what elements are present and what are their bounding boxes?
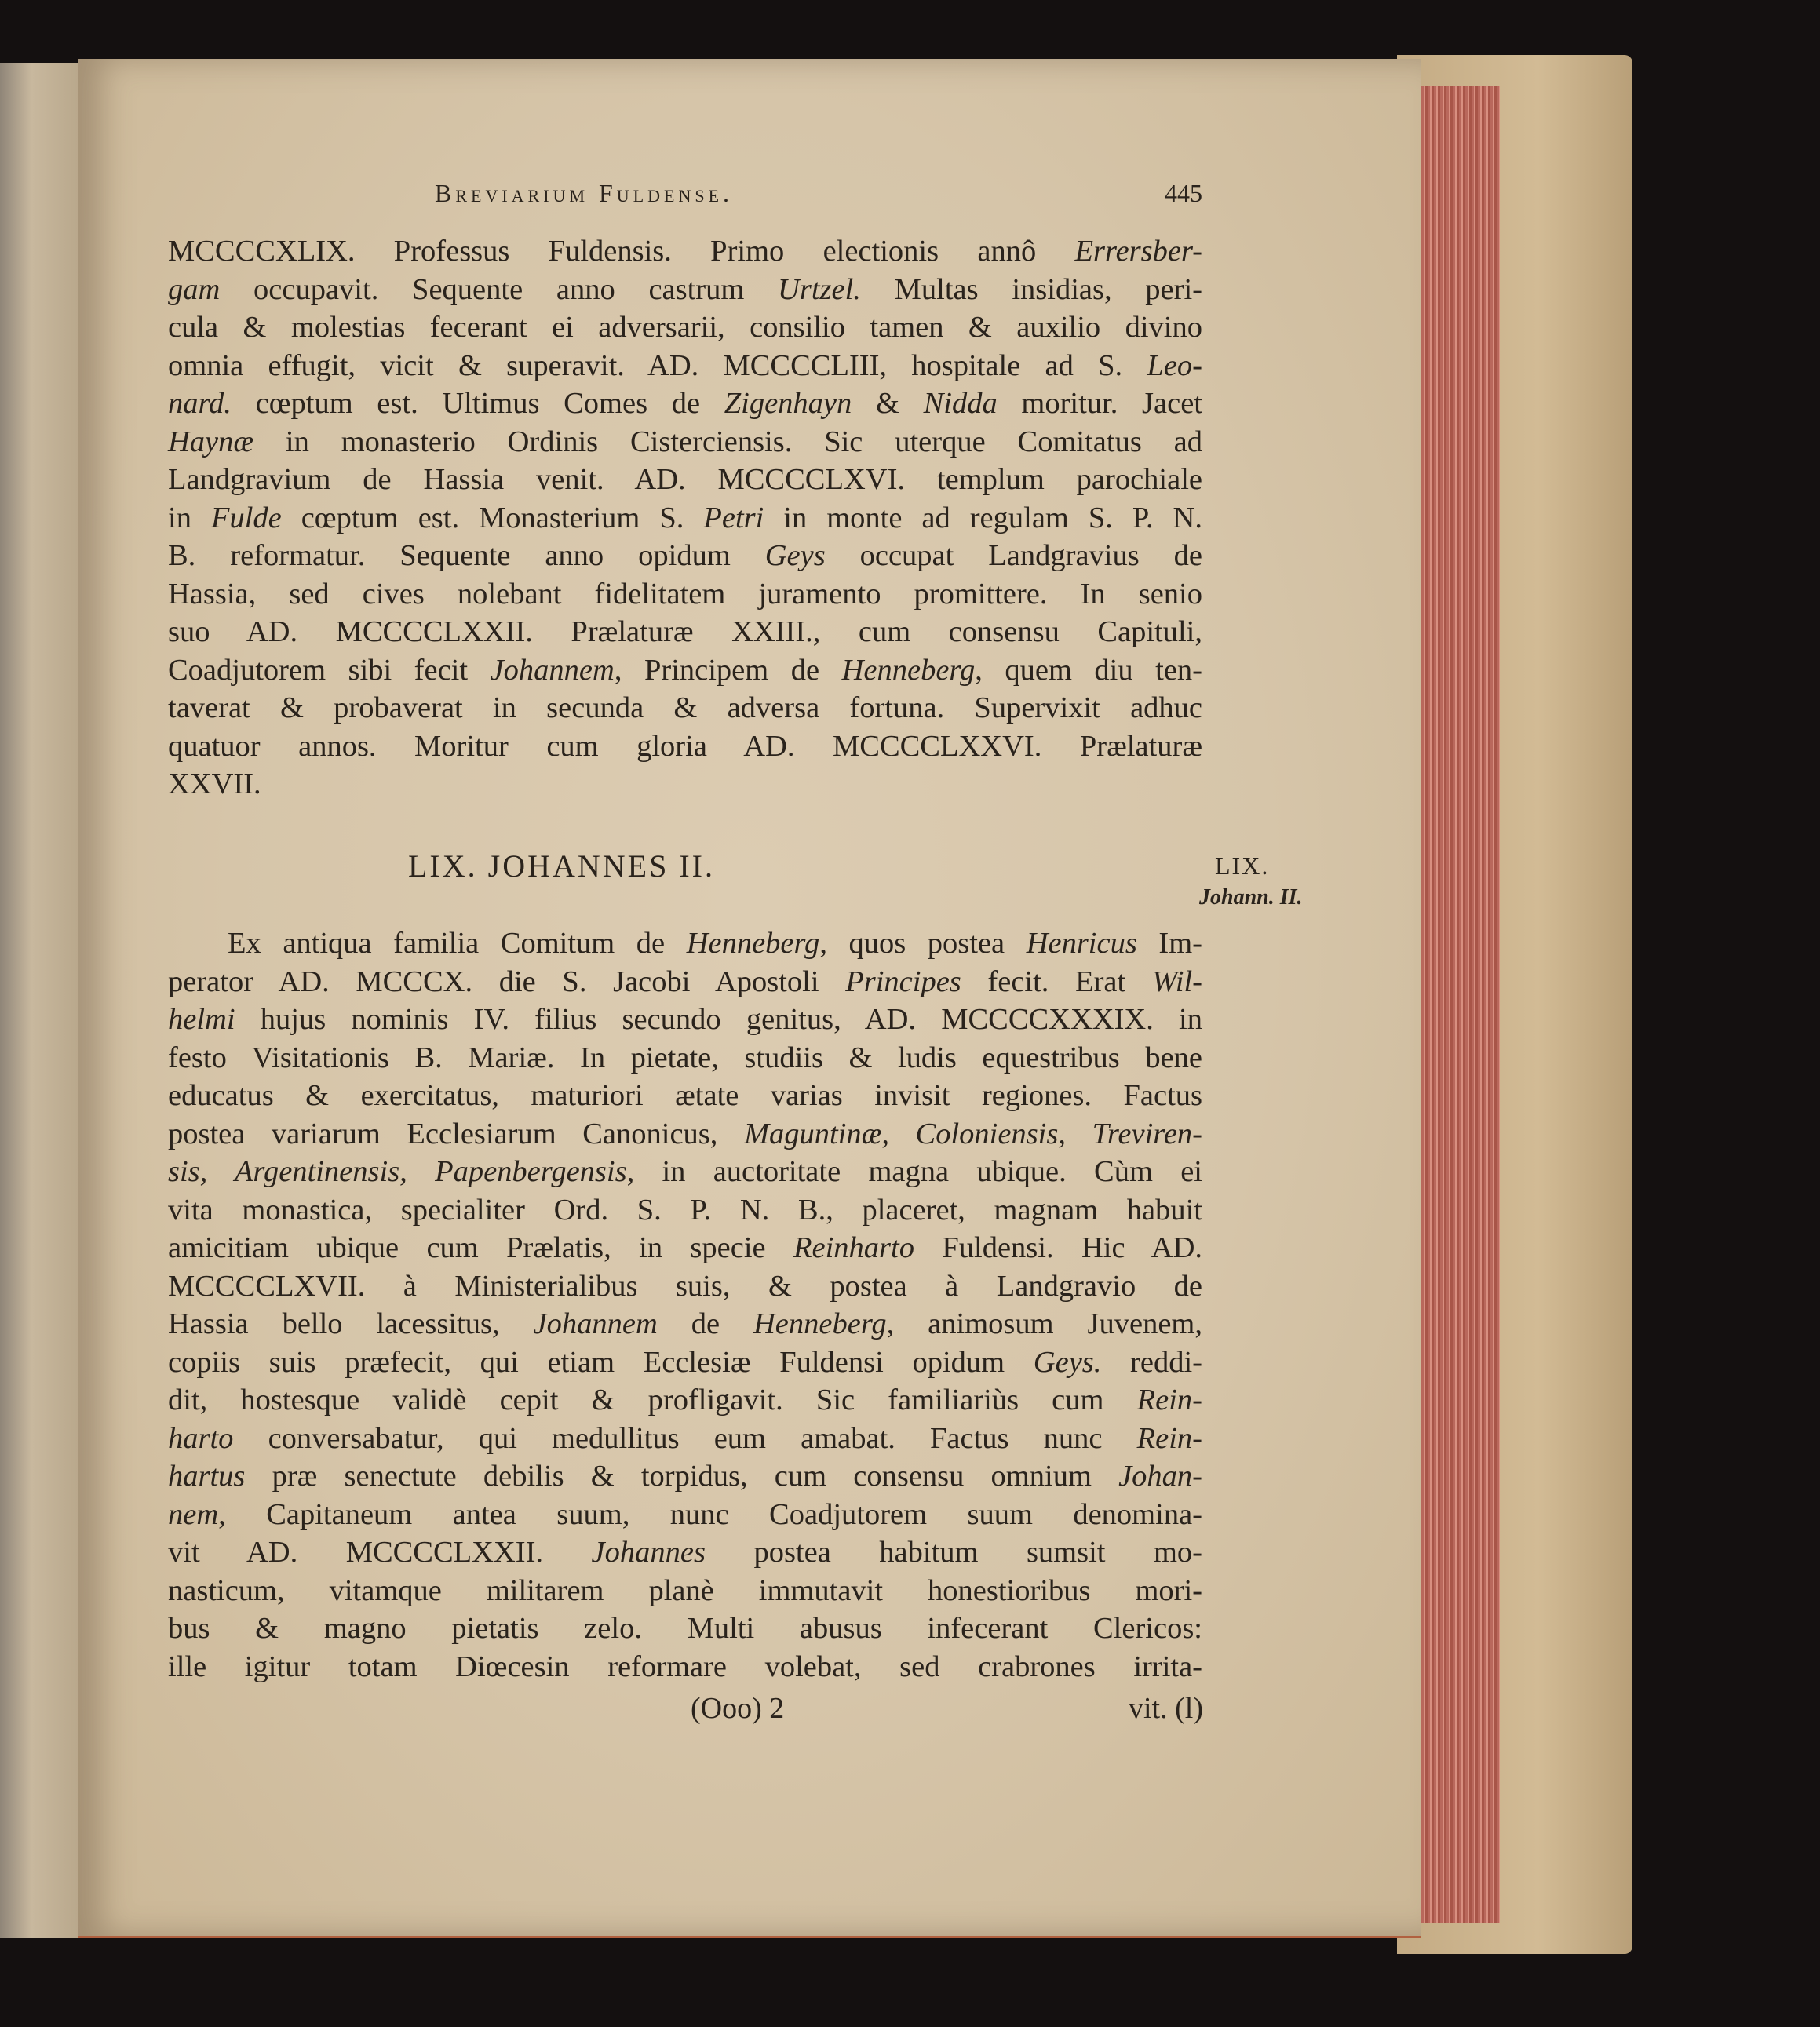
- text-line: [168, 1191, 1202, 1230]
- text-line: [168, 924, 1202, 963]
- text-line: [168, 1039, 1202, 1077]
- roman-text: perator AD. MCCCX. die S. Jacobi Apostoli: [168, 964, 846, 998]
- italic-text: nem: [168, 1497, 219, 1531]
- margin-note-number: LIX.: [1215, 851, 1270, 880]
- text-line: [168, 347, 1202, 385]
- italic-text: Henricus: [1026, 927, 1137, 960]
- roman-text: &: [852, 387, 924, 420]
- roman-text: taverat & probaverat in secunda & adversa fortuna. Supervixit adhuc: [168, 691, 1202, 724]
- text-line: [168, 499, 1202, 538]
- roman-text: Landgravium de Hassia venit. AD. MCCCCLXVI. templum parochiale: [168, 463, 1202, 496]
- text-line: [168, 1115, 1202, 1154]
- italic-text: Rein-: [1136, 1421, 1202, 1455]
- roman-text: cula & molestias fecerant ei adversarii, consilio tamen & auxilio divino: [168, 311, 1202, 344]
- margin-note-name: Johann. II.: [1199, 885, 1303, 910]
- italic-text: Geys.: [1033, 1345, 1102, 1379]
- roman-text: dit, hostesque validè cepit & profligavit. Sic familiariùs cum: [168, 1384, 1137, 1416]
- text-line: [168, 765, 1202, 804]
- text-line: [168, 575, 1202, 614]
- running-title: Breviarium Fuldense.: [435, 179, 734, 207]
- text-line: [168, 651, 1202, 690]
- text-line: [168, 1001, 1202, 1039]
- text-line: [168, 1153, 1202, 1191]
- roman-text: de: [657, 1307, 753, 1340]
- roman-text: quatuor annos. Moritur cum gloria AD. MCCCCLXXVI. Prælaturæ: [168, 729, 1202, 763]
- roman-text: hujus nominis IV. filius secundo genitus, AD. MCCCCXXXIX. in: [235, 1003, 1202, 1036]
- red-page-edges: [1419, 86, 1500, 1923]
- paragraph-1: [168, 232, 1202, 804]
- roman-text: Fuldensi. Hic AD.: [914, 1231, 1202, 1264]
- text-line: [168, 385, 1202, 423]
- roman-text: præ senectute debilis & torpidus, cum consensu omnium: [245, 1460, 1119, 1493]
- italic-text: Johannem: [533, 1307, 658, 1340]
- italic-text: Zigenhayn: [724, 387, 852, 420]
- text-line: [168, 1077, 1202, 1115]
- roman-text: nasticum, vitamque militarem planè immutavit honestioribus mori-: [168, 1573, 1202, 1607]
- signature-mark: (Ooo) 2: [691, 1692, 785, 1725]
- text-line: [168, 1648, 1202, 1686]
- roman-text: amicitiam ubique cum Prælatis, in specie: [168, 1231, 793, 1264]
- italic-text: Henneberg: [686, 927, 820, 960]
- text-line: [168, 1229, 1202, 1267]
- text-line: [168, 1381, 1202, 1420]
- italic-text: Johannem: [490, 653, 615, 687]
- italic-text: Errersber-: [1074, 235, 1202, 268]
- roman-text: cœptum est. Ultimus Comes de: [231, 387, 724, 420]
- text-line: [168, 1610, 1202, 1648]
- roman-text: in monte ad regulam S. P. N.: [764, 501, 1202, 534]
- roman-text: in: [168, 501, 211, 534]
- italic-text: sis, Argentinensis, Papenbergensis: [168, 1155, 627, 1188]
- italic-text: Petri: [703, 501, 764, 534]
- text-line: [168, 727, 1202, 766]
- roman-text: bus & magno pietatis zelo. Multi abusus infecerant Clericos:: [168, 1612, 1202, 1645]
- roman-text: occupavit. Sequente anno castrum: [220, 272, 779, 306]
- roman-text: , animosum Juvenem,: [886, 1307, 1202, 1340]
- roman-text: MCCCCLXVII. à Ministerialibus suis, & postea à Landgravio de: [168, 1269, 1202, 1303]
- italic-text: harto: [168, 1421, 234, 1455]
- paragraph-2: [168, 924, 1202, 1686]
- text-line: [168, 308, 1202, 347]
- italic-text: Leo-: [1147, 348, 1202, 382]
- roman-text: occupat Landgravius de: [825, 539, 1202, 572]
- italic-text: Principes: [845, 964, 961, 998]
- text-line: [168, 1343, 1202, 1382]
- italic-text: Nidda: [923, 387, 998, 420]
- text-line: [168, 963, 1202, 1001]
- running-head: [168, 179, 1202, 218]
- roman-text: vita monastica, specialiter Ord. S. P. N. B., placeret, magnam habuit: [168, 1193, 1202, 1227]
- text-line: [168, 689, 1202, 727]
- roman-text: Coadjutorem sibi fecit: [168, 653, 491, 687]
- text-line: [168, 613, 1202, 651]
- roman-text: educatus & exercitatus, maturiori ætate varias invisit regiones. Factus: [168, 1079, 1202, 1112]
- italic-text: nard.: [168, 387, 232, 420]
- text-line: [168, 1496, 1202, 1534]
- italic-text: Fulde: [210, 501, 282, 534]
- italic-text: Wil-: [1151, 964, 1203, 998]
- roman-text: cœptum est. Monasterium S.: [281, 501, 704, 534]
- italic-text: hartus: [168, 1460, 246, 1493]
- italic-text: Geys: [764, 539, 826, 572]
- roman-text: , quos postea: [819, 927, 1027, 960]
- roman-text: , quem diu ten-: [975, 653, 1202, 687]
- text-line: [168, 423, 1202, 461]
- roman-text: postea habitum sumsit mo-: [705, 1536, 1203, 1569]
- roman-text: , Capitaneum antea suum, nunc Coadjutorem suum denomina-: [218, 1497, 1202, 1531]
- roman-text: conversabatur, qui medullitus eum amabat. Factus nunc: [233, 1421, 1137, 1455]
- italic-text: Henneberg: [841, 653, 976, 687]
- roman-text: in monasterio Ordinis Cisterciensis. Sic uterque Comitatus ad: [253, 425, 1202, 458]
- roman-text: B. reformatur. Sequente anno opidum: [168, 539, 765, 572]
- italic-text: Henneberg: [753, 1307, 887, 1340]
- roman-text: ille igitur totam Diœcesin reformare volebat, sed crabrones irrita-: [168, 1650, 1202, 1683]
- facing-page-edge: [0, 63, 78, 1938]
- italic-text: Haynæ: [168, 425, 254, 458]
- text-line: [168, 461, 1202, 499]
- italic-text: Reinharto: [793, 1231, 914, 1264]
- italic-text: Johan-: [1118, 1460, 1202, 1493]
- text-line: [168, 1267, 1202, 1306]
- roman-text: suo AD. MCCCCLXXII. Prælaturæ XXIII., cum consensu Capituli,: [168, 615, 1202, 648]
- text-line: [168, 1457, 1202, 1496]
- italic-text: Maguntinæ, Coloniensis, Treviren-: [743, 1117, 1202, 1150]
- roman-text: fecit. Erat: [961, 964, 1152, 998]
- page-number: 445: [1165, 179, 1202, 207]
- roman-text: XXVII.: [168, 767, 261, 800]
- text-line: [168, 1572, 1202, 1610]
- text-line: [168, 271, 1202, 309]
- roman-text: Ex antiqua familia Comitum de: [228, 927, 687, 960]
- roman-text: copiis suis præfecit, qui etiam Ecclesiæ Fuldensi opidum: [168, 1345, 1034, 1379]
- roman-text: moritur. Jacet: [997, 387, 1202, 420]
- italic-text: Urtzel.: [778, 272, 861, 306]
- roman-text: MCCCCXLIX. Professus Fuldensis. Primo electionis annô: [168, 235, 1075, 268]
- italic-text: gam: [168, 272, 221, 306]
- roman-text: vit AD. MCCCCLXXII.: [168, 1536, 592, 1569]
- roman-text: , Principem de: [614, 653, 842, 687]
- italic-text: Johannes: [591, 1536, 706, 1569]
- roman-text: festo Visitationis B. Mariæ. In pietate, studiis & ludis equestribus bene: [168, 1041, 1202, 1074]
- chapter-heading: LIX. JOHANNES II.: [408, 848, 715, 884]
- text-line: [168, 1305, 1202, 1343]
- text-line: [168, 1420, 1202, 1458]
- italic-text: helmi: [168, 1003, 235, 1036]
- roman-text: Hassia bello lacessitus,: [168, 1307, 534, 1340]
- roman-text: , in auctoritate magna ubique. Cùm ei: [626, 1155, 1202, 1188]
- catchword: vit. (l): [1129, 1692, 1203, 1725]
- roman-text: postea variarum Ecclesiarum Canonicus,: [168, 1117, 744, 1150]
- text-line: [168, 232, 1202, 271]
- roman-text: omnia effugit, vicit & superavit. AD. MCCCCLIII, hospitale ad S.: [168, 348, 1147, 382]
- text-line: [168, 1533, 1202, 1572]
- roman-text: Multas insidias, peri-: [860, 272, 1202, 306]
- roman-text: Hassia, sed cives nolebant fidelitatem juramento promittere. In senio: [168, 577, 1202, 611]
- italic-text: Rein-: [1136, 1384, 1202, 1416]
- text-line: [168, 537, 1202, 575]
- roman-text: reddi-: [1101, 1345, 1202, 1379]
- roman-text: Im-: [1136, 927, 1202, 960]
